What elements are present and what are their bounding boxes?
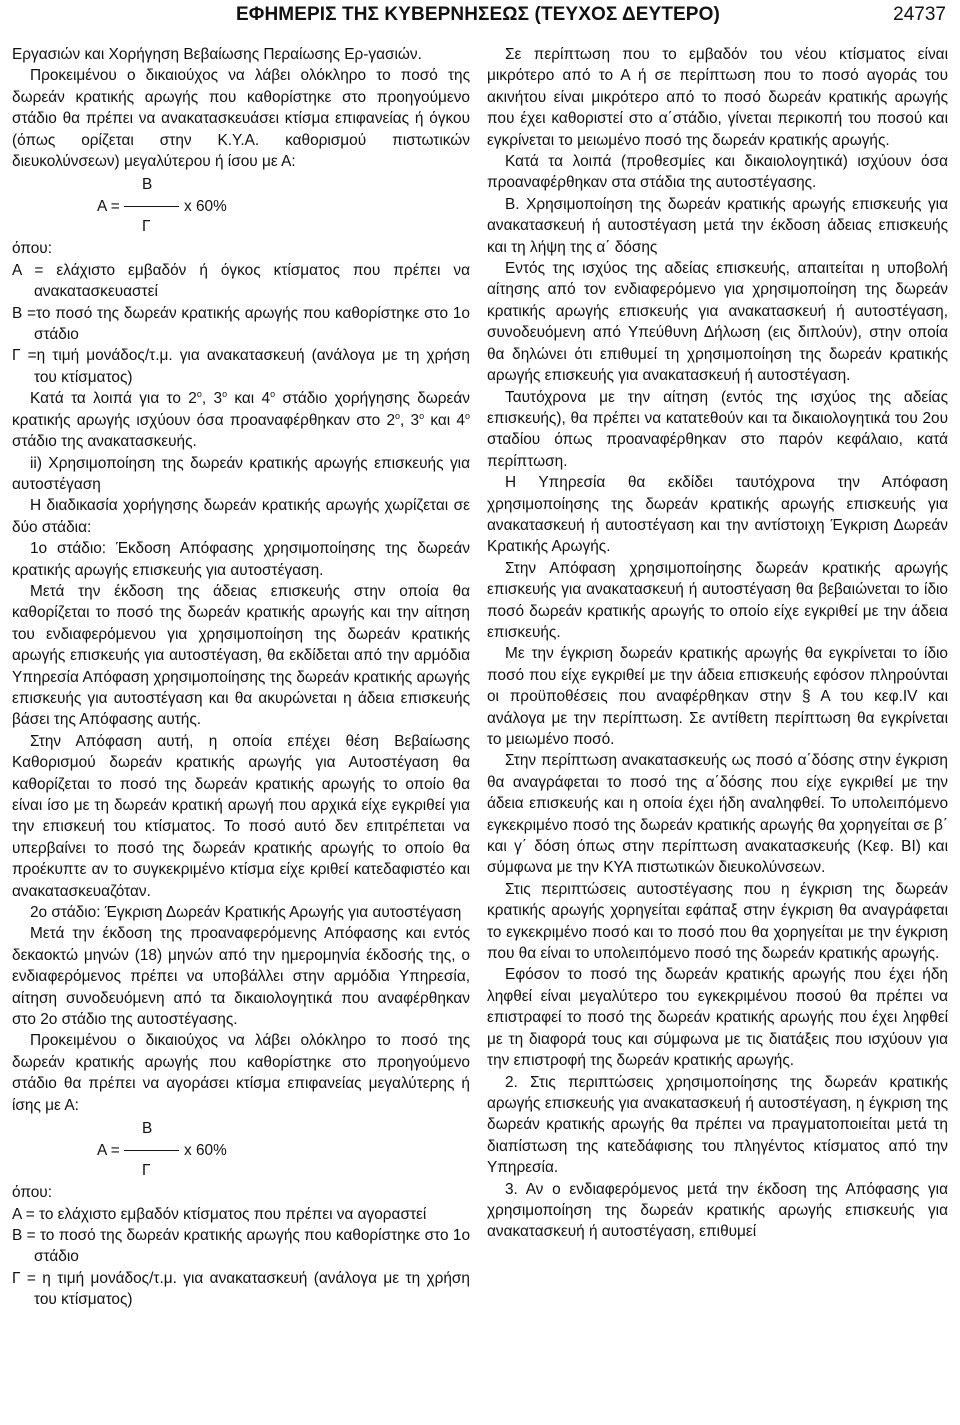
paragraph: 1ο στάδιο: Έκδοση Απόφασης χρησιμοποίησης της δωρεάν κρατικής αρωγής επισκευής για αυτοστέγαση.	[12, 540, 470, 579]
paragraph	[12, 388, 470, 452]
superscript: ο	[419, 410, 425, 421]
superscript: ο	[222, 389, 228, 400]
definition-text: Γ =η τιμή μονάδος/τ.μ. για ανακατασκευή (ανάλογα με τη χρήση του κτίσματος)	[12, 347, 470, 386]
paragraph: Στην περίπτωση ανακατασκευής ως ποσό α΄δόσης στην έγκριση θα αναγράφεται το ποσό της α΄δόσης που είχε εγκριθεί με την άδεια επισκευής και η οποία έχει ήδη αναληφθεί. Το υπολειπόμενο εγκεκριμένο ποσό της δωρεάν κρατικής αρωγής θα χορηγείται σε β΄ και γ΄ δόση όπως στην περίπτωση ανακατασκευής (Κεφ. ΒΙ) και σύμφωνα με την ΚΥΑ πιστωτικών διευκολύνσεων.	[487, 752, 948, 877]
formula-lhs: Α =	[97, 198, 120, 216]
paragraph: Προκειμένου ο δικαιούχος να λάβει ολόκληρο το ποσό της δωρεάν κρατικής αρωγής που καθορίστηκε στο προηγούμενο στάδιο θα πρέπει να αγοράσει κτίσμα επιφανείας μεγαλύτερης ή ίσης με Α:	[12, 1032, 470, 1114]
text-run: και 4	[424, 411, 465, 429]
paragraph: Εργασιών και Χορήγηση Βεβαίωσης Περαίωσης Ερ-γασιών.	[12, 46, 422, 63]
paragraph: Εντός της ισχύος της αδείας επισκευής, απαιτείται η υποβολή αίτησης από τον ενδιαφερόμενο για χρησιμοποίηση της δωρεάν κρατικής αρωγής επισκευής για ανακατασκευή ή αυτοστέγαση, συνοδευόμενη από Υπεύθυνη Δήλωση (εις διπλούν), στην οποία θα δηλώνει ότι επιθυμεί τη χρησιμοποίηση της δωρεάν κρατικής αρωγής επισκευής για ανακατασκευή ή αυτοστέγαση.	[487, 260, 948, 385]
definition-a	[12, 1204, 470, 1225]
formula-rhs: x 60%	[184, 198, 227, 216]
definition-g	[12, 1268, 470, 1311]
text-run: , 3	[201, 390, 223, 408]
left-column	[12, 44, 470, 1311]
definition-b	[12, 303, 470, 346]
superscript: ο	[395, 410, 401, 421]
definition-text: Γ = η τιμή μονάδος/τ.μ. για ανακατασκευή (ανάλογα με τη χρήση του κτίσματος)	[12, 1269, 470, 1309]
paragraph: Μετά την έκδοση της άδειας επισκευής στην οποία θα καθορίζεται το ποσό της δωρεάν κρατικής αρωγής και την αίτηση του ενδιαφερόμενου για χρησιμοποίηση της δωρεάν κρατικής αρωγής επισκευής για αυτοστέγαση, θα εκδίδεται από την αρμόδια Υπηρεσία Απόφαση χρησιμοποίησης της δωρεάν κρατικής αρωγής επισκευής για αυτοστέγαση και θα ακυρώνεται η άδεια επισκευής βάσει της Απόφασης αυτής.	[12, 582, 470, 729]
paragraph: Στις περιπτώσεις αυτοστέγασης που η έγκριση της δωρεάν κρατικής αρωγής χορηγείται εφάπαξ στην έγκριση θα αναγράφεται το εγκεκριμένο ποσό και το ποσό που θα χορηγείται με την έγκριση που θα είναι το υπολειπόμενο ποσό της δωρεάν κρατικής αρωγής.	[487, 880, 948, 963]
formula-denominator: Γ	[142, 1162, 151, 1180]
formula	[12, 1116, 470, 1182]
text-run: , 3	[400, 411, 420, 429]
paragraph: Σε περίπτωση που το εμβαδόν του νέου κτίσματος είναι μικρότερο από το Α ή σε περίπτωση που το ποσό αγοράς του ακινήτου είναι μικρότερο από το ποσό δωρεάν κρατικής αρωγής που έχει καθοριστεί στο α΄στάδιο, γίνεται περικοπή του ποσού και εγκρίνεται το μειωμένο ποσό της δωρεάν κρατικής αρωγής.	[487, 46, 948, 149]
superscript: ο	[196, 389, 202, 400]
superscript: ο	[270, 389, 276, 400]
paragraph: ii) Χρησιμοποίηση της δωρεάν κρατικής αρωγής επισκευής για αυτοστέγαση	[12, 454, 470, 493]
page-header	[0, 0, 960, 30]
where-label: όπου:	[12, 240, 52, 258]
paragraph: Η διαδικασία χορήγησης δωρεάν κρατικής αρωγής χωρίζεται σε δύο στάδια:	[12, 497, 470, 536]
paragraph: Η Υπηρεσία θα εκδίδει ταυτόχρονα την Απόφαση χρησιμοποίησης της δωρεάν κρατικής αρωγής επισκευής για ανακατασκευή ή αυτοστέγαση και την αντίστοιχη Έγκριση Δωρεάν Κρατικής Αρωγής.	[487, 474, 948, 556]
page-number: 24737	[893, 4, 946, 25]
definition-b	[12, 1225, 470, 1268]
paragraph: Εφόσον το ποσό της δωρεάν κρατικής αρωγής που έχει ήδη ληφθεί είναι μεγαλύτερο του εγκεκριμένου ποσού θα πρέπει να επιστραφεί το ποσό της δωρεάν κρατικής αρωγής που έχει ληφθεί με τη διαφορά τους και σύμφωνα με τις διατάξεις που ισχύουν για την επιστροφή της δωρεάν κρατικής αρωγής.	[487, 966, 948, 1070]
formula-lhs: Α =	[97, 1142, 120, 1160]
paragraph: Ταυτόχρονα με την αίτηση (εντός της ισχύος της αδείας επισκευής), θα πρέπει να κατατεθούν και τα δικαιολογητικά του 2ου σταδίου όπως προαναφέρθηκαν στο παρόν κεφάλαιο, κατά περίπτωση.	[487, 388, 948, 470]
formula-numerator: Β	[142, 176, 153, 194]
definition-g	[12, 345, 470, 388]
superscript: ο	[465, 410, 471, 421]
fraction-bar	[124, 206, 179, 207]
paragraph: Με την έγκριση δωρεάν κρατικής αρωγής θα εγκρίνεται το ίδιο ποσό που είχε εγκριθεί με την άδεια επισκευής εφόσον πληρούνται οι προϋποθέσεις που αναφέρθηκαν στην § Α του κεφ.IV και ανάλογα με την περίπτωση. Σε αντίθετη περίπτωση θα εγκρίνεται το μειωμένο ποσό.	[487, 645, 948, 748]
paragraph: 2ο στάδιο: Έγκριση Δωρεάν Κρατικής Αρωγής για αυτοστέγαση	[30, 904, 462, 922]
text-run: στάδιο χορήγησης δωρεάν κρατικής αρωγής ισχύουν όσα προαναφέρθηκαν στο 2	[12, 390, 470, 429]
definition-text: Β =το ποσό της δωρεάν κρατικής αρωγής που καθορίστηκε στο 1ο στάδιο	[12, 304, 470, 344]
paragraph: Κατά τα λοιπά (προθεσμίες και δικαιολογητικά) ισχύουν όσα προαναφέρθηκαν στα στάδια της αυτοστέγασης.	[487, 153, 948, 192]
paragraph: 2. Στις περιπτώσεις χρησιμοποίησης της δωρεάν κρατικής αρωγής επισκευής για ανακατασκευή ή αυτοστέγαση, η έγκριση της δωρεάν κρατικής αρωγής θα πρέπει να πραγματοποιείται μετά τη διαπίστωση της κατεδάφισης του πληγέντος κτίσματος από την Υπηρεσία.	[487, 1073, 948, 1177]
text-run: Κατά τα λοιπά για το 2	[30, 390, 197, 408]
formula-numerator: Β	[142, 1120, 153, 1138]
paragraph: Στην Απόφαση αυτή, η οποία επέχει θέση Βεβαίωσης Καθορισμού δωρεάν κρατικής αρωγής για Αυτοστέγαση θα καθορίζεται το ποσό της δωρεάν κρατικής αρωγής το οποίο θα είναι ίσο με τη δωρεάν κρατική αρωγή που αρχικά είχε εγκριθεί για την επισκευή του κτίσματος. Το ποσό αυτό δεν επιτρέπεται να υπερβαίνει το ποσό της δωρεάν κρατικής αρωγής το οποίο θα προέκυπτε αν το συγκεκριμένο κτίσμα είχε κριθεί κατεδαφιστέο και ανακατασκευαζόταν.	[12, 732, 470, 900]
paragraph: Στην Απόφαση χρησιμοποίησης δωρεάν κρατικής αρωγής επισκευής για ανακατασκευή ή αυτοστέγαση θα βεβαιώνεται το ίδιο ποσό δωρεάν κρατικής αρωγής το οποίο είχε εγκριθεί με την άδεια επισκευής.	[487, 559, 948, 641]
text-run: και 4	[227, 390, 271, 408]
formula	[12, 172, 470, 238]
definition-a	[12, 260, 470, 303]
formula-denominator: Γ	[142, 218, 151, 236]
definition-text: Α = ελάχιστο εμβαδόν ή όγκος κτίσματος που πρέπει να ανακατασκευαστεί	[12, 261, 470, 301]
definition-text: Α = το ελάχιστο εμβαδόν κτίσματος που πρέπει να αγοραστεί	[12, 1205, 427, 1223]
definition-text: Β = το ποσό της δωρεάν κρατικής αρωγής που καθορίστηκε στο 1ο στάδιο	[12, 1226, 470, 1266]
where-label: όπου:	[12, 1184, 52, 1202]
gazette-title: ΕΦΗΜΕΡΙΣ ΤΗΣ ΚΥΒΕΡΝΗΣΕΩΣ (ΤΕΥΧΟΣ ΔΕΥΤΕΡΟ)	[236, 4, 720, 25]
text-run: στάδιο της ανακατασκευής.	[12, 433, 197, 451]
paragraph: Μετά την έκδοση της προαναφερόμενης Απόφασης και εντός δεκαοκτώ μηνών (18) μηνών από την ημερομηνία έκδοσής της, ο ενδιαφερόμενος πρέπει να υποβάλλει στην αρμόδια Υπηρεσία, αίτηση συνοδευόμενη από τα δικαιολογητικά που αναφέρθηκαν στο 2ο στάδιο της αυτοστέγασης.	[12, 925, 470, 1029]
right-column	[487, 44, 948, 1243]
paragraph: 3. Αν ο ενδιαφερόμενος μετά την έκδοση της Απόφασης για χρησιμοποίηση της δωρεάν κρατικής αρωγής επισκευής για ανακατασκευή ή αυτοστέγαση, επιθυμεί	[487, 1180, 948, 1241]
formula-rhs: x 60%	[184, 1142, 227, 1160]
fraction-bar	[124, 1150, 179, 1151]
paragraph: Προκειμένου ο δικαιούχος να λάβει ολόκληρο το ποσό της δωρεάν κρατικής αρωγής που καθορίστηκε στο προηγούμενο στάδιο θα πρέπει να ανακατασκευάσει κτίσμα επιφανείας ή όγκου (όπως ορίζεται στην Κ.Υ.Α. καθορισμού πιστωτικών διευκολύνσεων) μεγαλύτερου ή ίσου με Α:	[12, 67, 470, 171]
paragraph: Β. Χρησιμοποίηση της δωρεάν κρατικής αρωγής επισκευής για ανακατασκευή ή αυτοστέγαση μετά την έκδοση άδειας επισκευής και τη λήψη της α΄ δόσης	[487, 195, 948, 256]
